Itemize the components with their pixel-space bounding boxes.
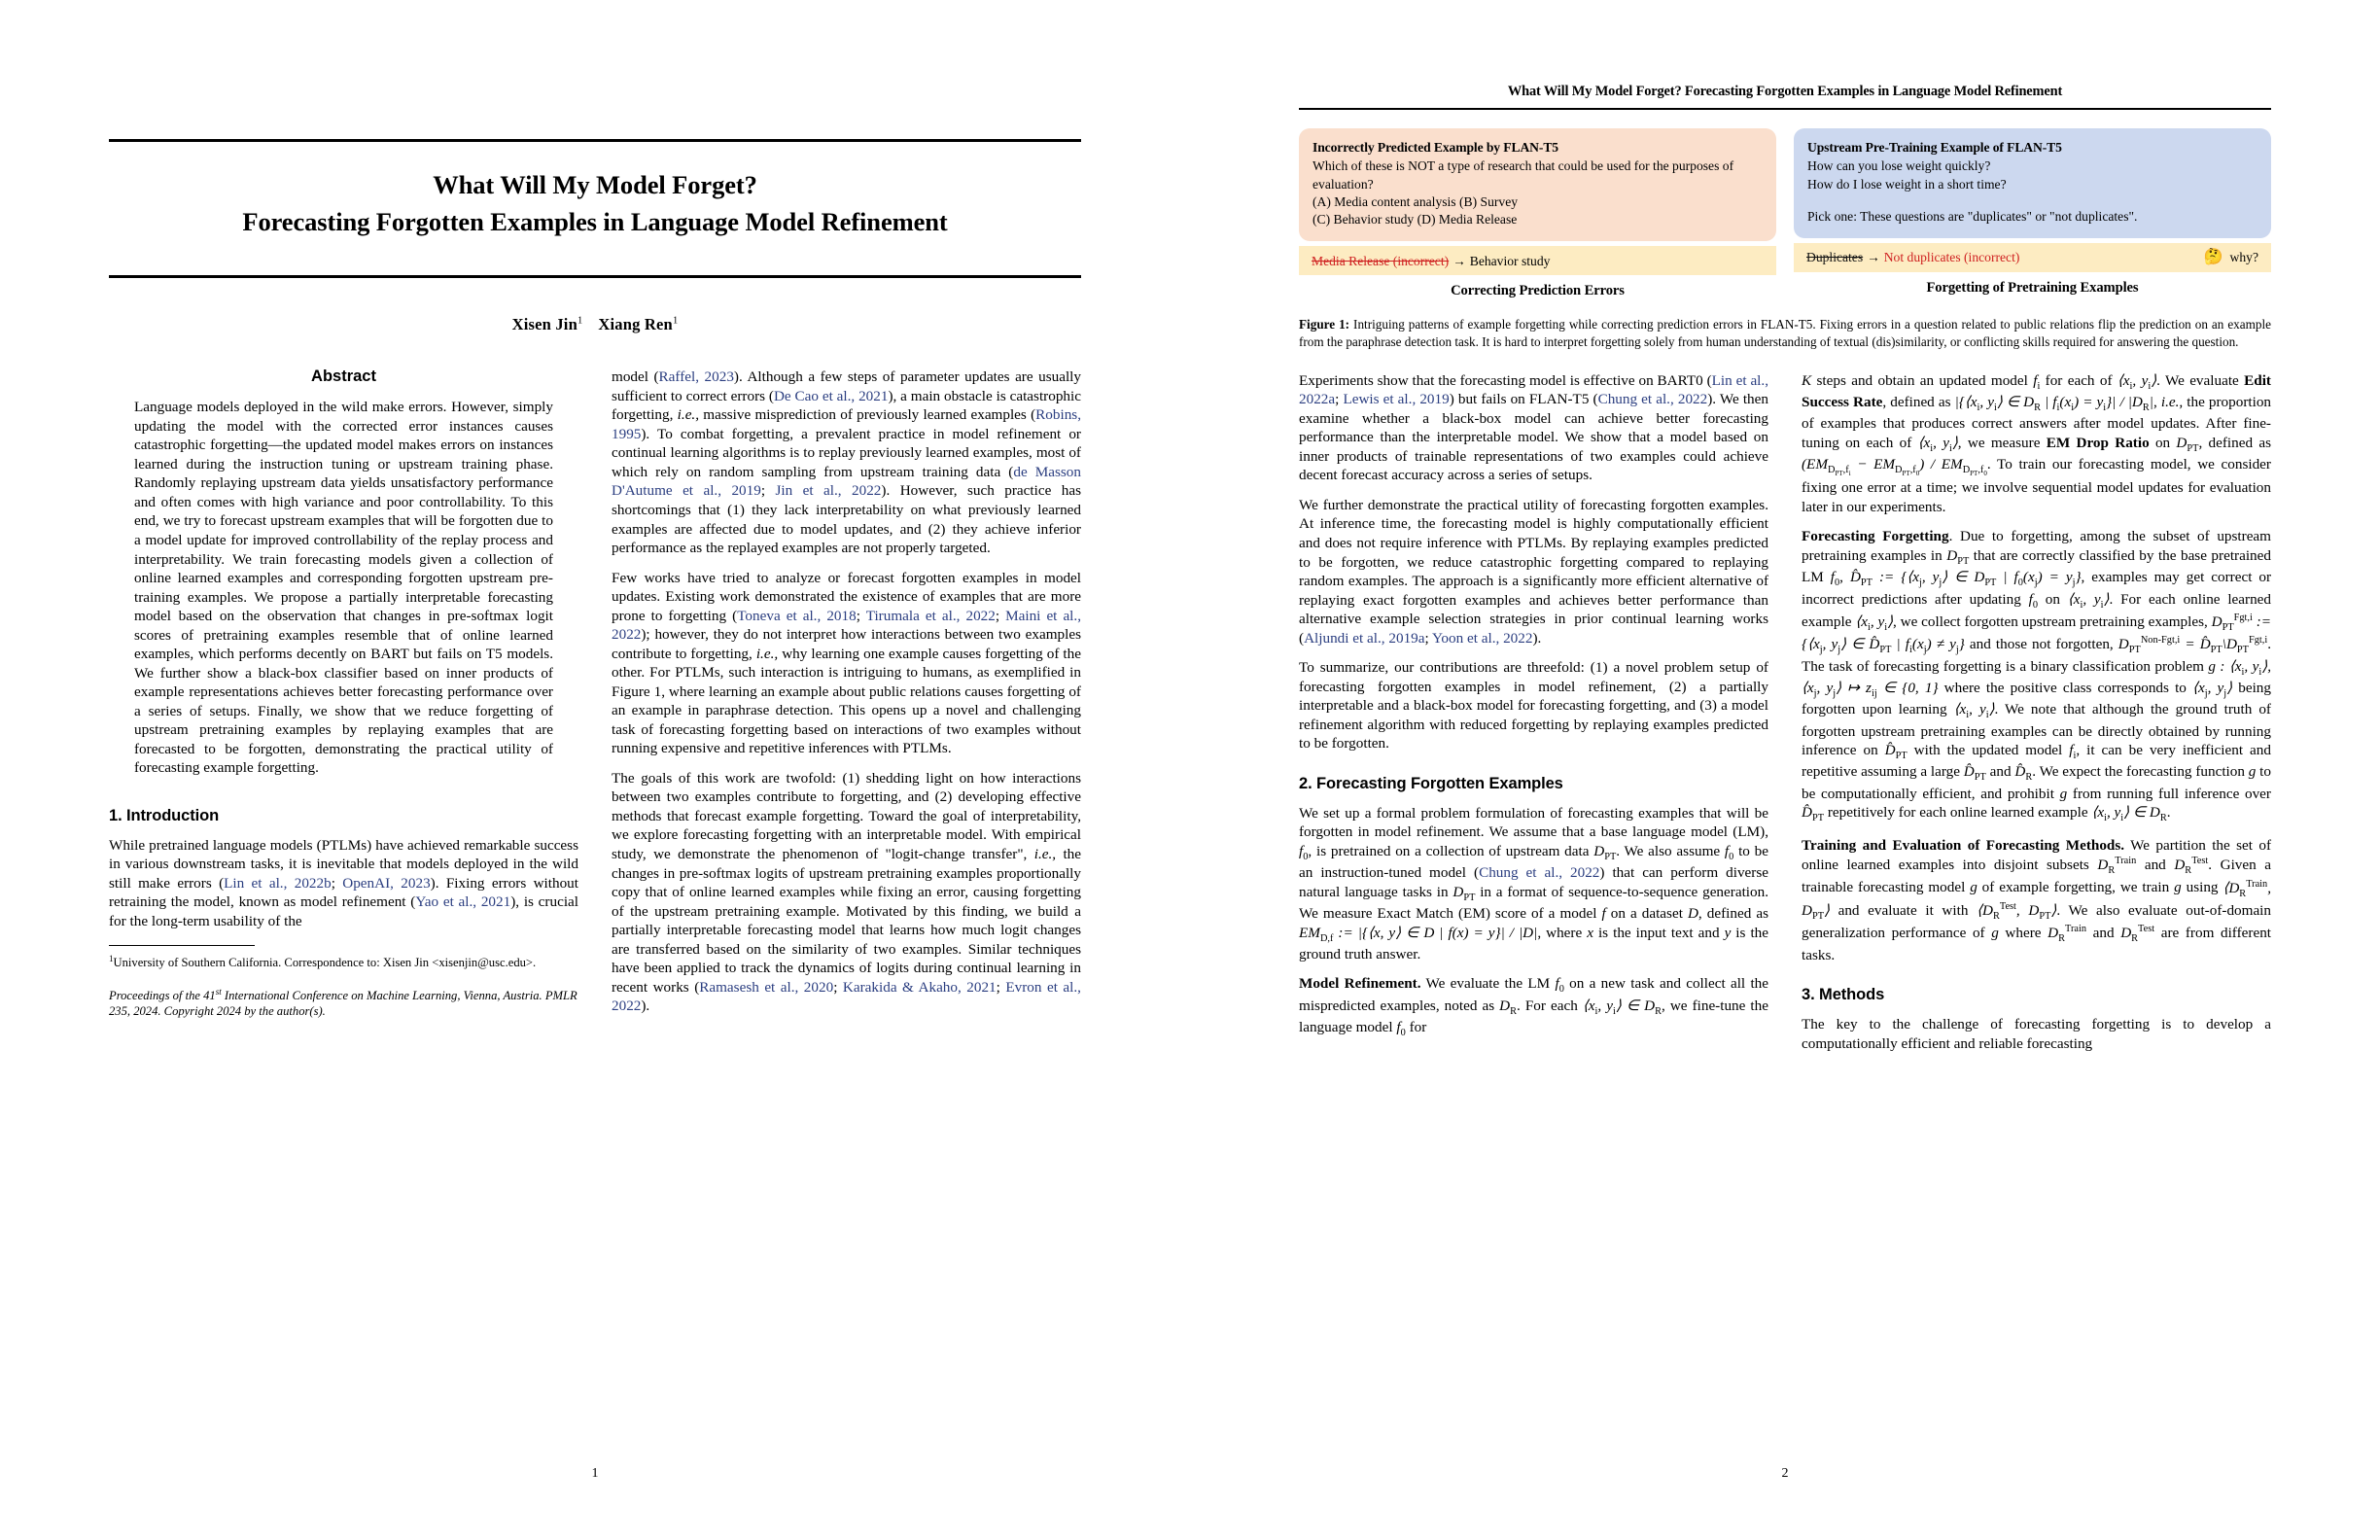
arrow-icon-left: → (1452, 253, 1466, 268)
page2-col1-paragraph-2 (1299, 496, 1768, 648)
figure-1-row (1299, 128, 2271, 299)
p2c1-p1-seg-b: ; (1335, 391, 1344, 408)
math-train-pair: $⟨D_R^{Train}$, $D_{PT}⟩$ (1802, 878, 2271, 922)
p2c2-te-seg-b: and (2136, 857, 2175, 874)
citation-ramasesh-2020[interactable]: Ramasesh et al., 2020 (699, 978, 834, 996)
page-2-column-left (1299, 371, 1768, 1064)
page1-col2-paragraph-1 (612, 368, 1081, 557)
p1c2-p3-seg-b: the changes in pre-softmax logits of upstream pretraining examples proportionally copy that of online learned examples while fixing an error, causing forgetting of the upstream pretraining example. Motivated by this finding, we build a partially interpretable forecasting model that learns how much logit changes are transferred based on the similarity of two examples. Similar techniques have been applied to track the dynamics of logits during continual learning in recent works ( (612, 846, 1081, 996)
paper-title-line-2: Forecasting Forgotten Examples in Language Model Refinement (242, 206, 948, 236)
citation-lin-2022b[interactable]: Lin et al., 2022b (224, 874, 332, 892)
citation-jin-2022[interactable]: Jin et al., 2022 (775, 482, 882, 500)
para-head-model-refinement: Model Refinement. (1299, 975, 1421, 993)
thinking-face-emoji: 🤔 (2203, 249, 2223, 266)
math-dpt-hat-1: $D̂_{PT}$ (1884, 742, 1908, 762)
p2c1-s2-seg-k: is the ground truth answer. (1299, 924, 1768, 962)
page-2 (1190, 0, 2380, 1540)
abstract-heading: Abstract (311, 368, 376, 386)
math-test-pair: $⟨D_R^{Test}$, $D_{PT}⟩$ (1977, 900, 2057, 922)
p2c1-s2-seg-b: , is pretrained on a collection of upstream data (1308, 842, 1594, 859)
incorrect-prediction-options-ab: (A) Media content analysis (B) Survey (1312, 193, 1519, 209)
term-em-drop-ratio: EM Drop Ratio (2046, 434, 2150, 451)
math-f: f (1601, 905, 1606, 923)
author-list (109, 315, 1081, 334)
math-xiyi-in-dr: $⟨x_i$, $y_i⟩$ ∈ $D_R$ (1582, 997, 1662, 1017)
p1c2-p3-seg-c: ; (833, 978, 843, 996)
citation-robins-1995[interactable]: Robins, 1995 (612, 406, 1081, 442)
arrow-icon-right: → (1867, 250, 1880, 265)
page2-col1-paragraph-3: To summarize, our contributions are threefold: (1) a novel problem setup of forecasting forgotten examples in model refinement, (2) a partially interpretable and a black-box model for forecasting forgetting, and (3) a model refinement algorithm with reduced forgetting by replaying examples predicted to be forgotten. (1299, 659, 1768, 752)
p2c1-s2-seg-a: We set up a formal problem formulation of forecasting examples that will be forgotten in model refinement. We assume that a base language model (LM), (1299, 804, 1768, 841)
page-1-columns (109, 368, 1081, 1027)
p2c2-ff-seg-l: with the updated model (1907, 742, 2070, 759)
math-em-drop-ratio-definition: $(EM_{D_{PT},f_i} - EM_{D_{PT},f_0}) / EM_{D_{PT},f_0}$ (1802, 456, 1987, 478)
p1c2-seg-c: ), a main obstacle is catastrophic forgetting, (612, 387, 1081, 424)
p2c2-ff-seg-b: that are correctly classified by the base pretrained LM (1802, 546, 2271, 586)
page1-col2-paragraph-3 (612, 769, 1081, 1016)
upstream-example-question-1: How can you lose weight quickly? (1807, 158, 1991, 174)
running-head: What Will My Model Forget? Forecasting Forgotten Examples in Language Model Refinement (1507, 84, 2063, 99)
p1c2-seg-a: model ( (612, 368, 659, 386)
para-head-forecasting-forgetting: Forecasting Forgetting (1802, 528, 1949, 545)
para-head-training-evaluation: Training and Evaluation of Forecasting Methods. (1802, 836, 2125, 854)
p2c1-p2-seg-a: We further demonstrate the practical utility of forecasting forgotten examples. At inference time, the forecasting model is highly computationally efficient and does not require inference with PTLMs. By replaying examples predicted to be forgotten, we reduce catastrophic forgetting compared to replaying random examples. The approach is a significantly more efficient alternative of replaying exact forgotten examples and achieves better performance than alternative example selection strategies in prior continual learning works ( (1299, 496, 1768, 647)
author-affiliation-marker-2: 1 (672, 315, 679, 327)
citation-yoon-2022[interactable]: Yoon et al., 2022 (1431, 629, 1533, 647)
paper-title-line-1: What Will My Model Forget? (433, 170, 757, 199)
page-2-columns (1299, 371, 2271, 1064)
page2-col2-paragraph-1 (1802, 371, 2271, 517)
p2c2-ff-seg-c: , examples may get correct or incorrect predictions after updating (1802, 569, 2272, 608)
p2c2-ff-seg-p: to be computationally efficient, and prohibit (1802, 763, 2271, 802)
p2c2-te-seg-g: . We also evaluate out-of-domain generalization performance of (1802, 901, 2271, 942)
running-head-rule (1299, 108, 2271, 110)
math-g-5: g (1991, 925, 1999, 942)
page2-col2-forecasting-forgetting-paragraph: Forecasting Forgetting. Due to forgetting, among the subset of upstream pretraining examples in $D_{PT}$ that are correctly classified by the base pretrained LM $f_0$, $D̂_{PT}$ := {$⟨x_j$, $y_j⟩$ ∈ $D_{PT}$ | $f_0(x_j) = y_j$}, examples may get correct or incorrect predictions after updating $f_0$ on $⟨x_i$, $y_i⟩$. For each online learned example $⟨x_i$, $y_i⟩$, we collect forgotten upstream pretraining examples, $D_{PT}^{Fgt,i}$ := {$⟨x_j$, $y_j⟩$ ∈ $D̂_{PT}$ | $f_i(x_j) \ne y_j$} and those not forgotten, $D_{PT}^{Non-Fgt,i}$ = $D̂_{PT}\backslash D_{PT}^{Fgt,i}$. The task of forecasting forgetting is a binary classification problem g : $⟨x_i$, $y_i⟩$, $⟨x_j$, $y_j⟩$ ↦ $z_{ij}$ ∈ {0, 1} where the positive class corresponds to $⟨x_j$, $y_j⟩$ being forgotten upon learning $⟨x_i$, $y_i⟩$. We note that although the ground truth of forgotten upstream pretraining examples can be directly obtained by running inference on $D̂_{PT}$ with the updated model $f_i$, it can be very inefficient and repetitive assuming a large $D̂_{PT}$ and $D̂_R$. We expect the forecasting function g to be computationally efficient, and prohibit g from running full inference over $D̂_{PT}$ repetitively for each online learned example $⟨x_i$, $y_i⟩$ ∈ $D_R$. (1802, 528, 2272, 824)
citation-chung-2022-a[interactable]: Chung et al., 2022 (1597, 391, 1708, 408)
p2c2-ff-seg-j: being forgotten upon learning (1802, 679, 2271, 718)
p2c2-te-seg-j: are from different tasks. (1802, 925, 2272, 963)
math-xjyj-1: $⟨x_j$, $y_j⟩$ (2192, 679, 2233, 699)
p2c2-p1-seg-h: on (2149, 434, 2177, 451)
math-dr-1: $D_R$ (1499, 997, 1518, 1017)
p2c1-s2-seg-g: on a dataset (1605, 905, 1688, 923)
math-f0-1: $f_0$ (1299, 842, 1309, 862)
p2c2-te-seg-i: and (2086, 925, 2121, 942)
forgetting-strip-right (1794, 243, 2271, 272)
p2c2-p1-seg-b: for each of (2040, 371, 2118, 389)
author-name-1: Xisen Jin (511, 315, 578, 334)
math-xiyi-2: $⟨x_i$, $y_i⟩$ (1917, 434, 1958, 454)
p1c2-italic-ie-3: i.e., (1033, 846, 1057, 862)
p2c1-mr-seg-b: on a new task and collect all the mispredicted examples, noted as (1299, 975, 1768, 1014)
forgotten-answer-right: Not duplicates (incorrect) (1883, 250, 2020, 265)
p2c2-p1-seg-a: steps and obtain an updated model (1811, 371, 2034, 389)
upstream-example-spacer (1807, 193, 2258, 208)
math-dpt-hat-definition: $D̂_{PT}$ := {$⟨x_j$, $y_j⟩$ ∈ $D_{PT}$ | $f_0(x_j) = y_j$} (1849, 569, 2082, 589)
footnote-marker: 1 (109, 953, 114, 963)
page-number-1: 1 (591, 1466, 599, 1481)
p2c1-s2-seg-f: in a format of sequence-to-sequence generation. We measure Exact Match (EM) score of a model (1299, 883, 1768, 923)
p2c1-mr-seg-c: . For each (1517, 997, 1583, 1014)
math-xiyi-4: $⟨x_i$, $y_i⟩$ (1855, 612, 1894, 633)
p2c1-p2-seg-b: ; (1424, 629, 1432, 647)
struck-incorrect-answer-left: Media Release (incorrect) (1312, 253, 1450, 268)
p2c2-te-seg-d: of example forgetting, we train (1977, 879, 2175, 896)
upstream-example-card (1794, 128, 2271, 238)
why-label: why? (2229, 250, 2258, 265)
page2-col2-methods-paragraph-1: The key to the challenge of forecasting forgetting is to develop a computationally efficient and reliable forecasting (1802, 1016, 2271, 1052)
figure-1-caption-label: Figure 1: (1299, 317, 1350, 332)
intro-p1-segment-b: ; (331, 874, 343, 892)
p1c2-p3-seg-e: ). (641, 998, 650, 1015)
math-dr-test-1: $D_R^{Test}$ (2174, 856, 2209, 877)
p2c2-ff-seg-e: . For each online learned example (1802, 590, 2272, 630)
math-xiyi-5: $⟨x_i$, $y_i⟩$ (1953, 701, 1995, 721)
author-name-2: Xiang Ren (598, 315, 673, 334)
p2c2-ff-seg-g: and those not forgotten, (1964, 636, 2118, 653)
p1c2-p3-seg-d: ; (996, 978, 1006, 996)
p1c2-p2-seg-e: why learning one example causes forgetting of the other. For PTLMs, such interaction is intriguing to humans, as exemplified in Figure 1, where learning an example about public relations causes forgetting of an example in paraphrase detection. This opens up a novel and challenging task of forecasting forgetting based on interactions of two examples without running expensive and repetitive inferences with PTLMs. (612, 645, 1081, 757)
p1c2-seg-d: massive misprediction of previously learned examples ( (699, 406, 1036, 424)
citation-maini-2022[interactable]: Maini et al., 2022 (612, 607, 1081, 644)
p1c2-p2-seg-b: ; (856, 607, 866, 624)
p2c2-te-seg-c: . Given a trainable forecasting model (1802, 857, 2272, 896)
p1c2-p2-seg-a: Few works have tried to analyze or forecast forgotten examples in model updates. Existing work demonstrated the existence of examples that are more prone to forgetting ( (612, 569, 1081, 624)
math-dpt-nonfgt-definition: $D_{PT}^{Non-Fgt,i}$ = $D̂_{PT}\backslash D_{PT}^{Fgt,i}$ (2118, 635, 2268, 656)
footnote-affiliation-text: University of Southern California. Correspondence to: Xisen Jin <xisenjin@usc.edu>. (113, 955, 537, 969)
citation-karakida-2021[interactable]: Karakida & Akaho, 2021 (842, 978, 997, 996)
title-block (109, 142, 1081, 262)
correction-strip-left (1299, 246, 1776, 275)
figure-1 (1299, 128, 2271, 350)
upstream-example-question-2: How do I lose weight in a short time? (1807, 176, 2007, 192)
section-heading-forecasting-forgotten-examples: 2. Forecasting Forgotten Examples (1299, 774, 1563, 792)
page-1-column-left (109, 368, 578, 1027)
p2c1-p2-seg-c: ). (1532, 629, 1542, 647)
struck-correct-answer-right: Duplicates (1806, 250, 1864, 265)
math-g-2: g (2059, 785, 2068, 802)
figure-1-right-subcaption: Forgetting of Pretraining Examples (1926, 280, 2139, 297)
math-dr-train-1: $D_R^{Train}$ (2097, 856, 2137, 877)
incorrect-prediction-card-title: Incorrectly Predicted Example by FLAN-T5 (1312, 140, 1558, 155)
p2c2-p1-seg-i: , defined as (2198, 434, 2271, 451)
math-d: D (1687, 905, 1698, 923)
p2c2-italic-ie: i.e., (2160, 394, 2184, 411)
math-dpt-2: $D_{PT}$ (1452, 883, 1476, 903)
math-dpt-4: $D_{PT}$ (1946, 546, 1970, 567)
math-K: K (1802, 371, 1812, 389)
intro-p1-segment-d: ), is crucial for the long-term usability of the (109, 893, 578, 929)
math-fi-1: $f_i$ (2033, 371, 2041, 392)
page2-col1-model-refinement-paragraph (1299, 974, 1768, 1039)
math-g-1: g (2248, 763, 2257, 781)
p2c2-te-seg-f: and evaluate it with (1829, 901, 1978, 919)
p2c1-s2-seg-j: is the input text and (1592, 924, 1725, 941)
math-xiyi-3: $⟨x_i$, $y_i⟩$ (2067, 590, 2110, 611)
p2c2-ff-seg-i: where the positive class corresponds to (1938, 679, 2193, 696)
p2c2-ff-seg-f: , we collect forgotten upstream pretraining examples, (1893, 612, 2212, 630)
p2c1-mr-seg-d: , we fine-tune the language model (1299, 997, 1768, 1036)
math-g-classification: g : $⟨x_i$, $y_i⟩$, $⟨x_j$, $y_j⟩$ ↦ $z_{ij}$ ∈ {0, 1} (1802, 657, 2271, 699)
footnote-affiliation (109, 954, 578, 971)
why-annotation (2204, 249, 2258, 266)
p2c2-ff-seg-m: , it can be very inefficient and repetitive assuming a large (1802, 742, 2271, 781)
math-y: y (1724, 924, 1732, 941)
figure-1-caption-text: Intriguing patterns of example forgetting while correcting prediction errors in FLAN-T5. Fixing errors in a question related to public relations flip the prediction on an example from the paraphrase detection task. It is hard to interpret forgetting solely from human understanding of textual (dis)similarity, or conflicting skills required for answering the question. (1299, 317, 2271, 349)
citation-chung-2022-b[interactable]: Chung et al., 2022 (1479, 864, 1600, 882)
p2c2-ff-seg-r: repetitively for each online learned example (1824, 804, 2092, 822)
math-dpt-hat-3: $D̂_{PT}$ (1802, 804, 1825, 824)
term-edit-success-rate: Edit Success Rate (1802, 371, 2271, 411)
p1c2-p3-seg-a: The goals of this work are twofold: (1) shedding light on how interactions between two examples contribute to forgetting, and (2) developing effective methods that forecast example forgetting. Toward the goal of interpretability, we explore forecasting forgetting with an interpretable model. With empirical study, we demonstrate the phenomenon of "logit-change transfer", (612, 769, 1081, 862)
math-fi-2: $f_i$ (2069, 742, 2077, 762)
section-heading-introduction: 1. Introduction (109, 806, 220, 824)
citation-openai-2023[interactable]: OpenAI, 2023 (342, 874, 431, 892)
citation-yao-2021[interactable]: Yao et al., 2021 (415, 893, 511, 911)
math-dpt-fgt-definition: $D_{PT}^{Fgt,i}$ := {$⟨x_j$, $y_j⟩$ ∈ $D̂_{PT}$ | $f_i(x_j) \ne y_j$} (1802, 612, 2272, 656)
proceedings-notice (109, 987, 578, 1020)
math-xiyi-in-dr-2: $⟨x_i$, $y_i⟩$ ∈ $D_R$ (2091, 804, 2167, 824)
citation-raffel-2023[interactable]: Raffel, 2023 (658, 368, 734, 386)
citation-aljundi-2019a[interactable]: Aljundi et al., 2019a (1304, 629, 1425, 647)
intro-p1-segment-a: While pretrained language models (PTLMs) have achieved remarkable success in various downstream tasks, it is inevitable that models deployed in the wild still make errors ( (109, 836, 578, 892)
p2c2-p1-seg-d: , defined as (1882, 394, 1955, 411)
section-heading-methods: 3. Methods (1802, 986, 1885, 1004)
p2c2-p1-seg-g: , we measure (1957, 434, 2047, 451)
p2c2-p1-seg-e: , (2152, 394, 2161, 411)
citation-decao-2021[interactable]: De Cao et al., 2021 (773, 387, 889, 404)
page2-col1-section2-paragraph-1 (1299, 804, 1768, 964)
incorrect-prediction-card (1299, 128, 1776, 241)
math-f0-4: $f_0$ (1396, 1019, 1406, 1039)
p2c1-s2-seg-c: . We also assume (1616, 842, 1725, 859)
citation-lin-2022a[interactable]: Lin et al., 2022a (1299, 371, 1768, 408)
math-dpt-hat-2: $D̂_{PT}$ (1963, 763, 1986, 784)
p2c1-s2-seg-e: ) that can perform diverse natural language tasks in (1299, 864, 1768, 900)
p2c2-ff-seg-n: and (1985, 763, 2015, 781)
p1c2-italic-ie-2: i.e., (755, 645, 779, 662)
citation-evron-2022[interactable]: Evron et al., 2022 (612, 978, 1081, 1015)
math-dpt-3: $D_{PT}$ (2176, 434, 2199, 454)
proceedings-ordinal: st (215, 986, 222, 997)
p2c1-p1-seg-c: ) but fails on FLAN-T5 ( (1449, 391, 1598, 408)
p1c2-italic-ie-1: i.e., (677, 406, 700, 424)
math-f0-6: $f_0$ (2028, 590, 2038, 611)
page-2-column-right (1802, 371, 2271, 1064)
citation-toneva-2018[interactable]: Toneva et al., 2018 (737, 607, 857, 624)
p2c2-ff-seg-k: . We note that although the ground truth of forgotten upstream pretraining examples can be directly obtained by running inference on (1802, 701, 2271, 759)
p2c2-p1-seg-j: . To train our forecasting model, we consider fixing one error at a time; we involve sequential model updates for evaluation later in our experiments. (1802, 456, 2271, 515)
p2c2-ff-seg-o: . We expect the forecasting function (2032, 763, 2249, 781)
author-affiliation-marker-1: 1 (577, 315, 583, 327)
page2-col1-paragraph-1 (1299, 371, 1768, 485)
math-dr-hat: $D̂_R$ (2014, 763, 2033, 784)
p2c1-mr-seg-e: for (1405, 1019, 1427, 1036)
math-dr-train-2: $D_R^{Train}$ (2048, 924, 2087, 945)
footnote-separator (109, 945, 255, 946)
p1c2-p2-seg-d: ); however, they do not interpret how interactions between two examples contribute to forgetting, (612, 626, 1081, 662)
correction-strip-left-content (1312, 253, 1550, 270)
page1-col2-paragraph-2 (612, 569, 1081, 758)
figure-1-caption (1299, 316, 2271, 349)
math-g-3: g (1970, 879, 1978, 896)
figure-1-left-subcaption: Correcting Prediction Errors (1451, 283, 1625, 299)
math-f0-5: $f_0$ (1830, 569, 1840, 589)
p1c2-seg-f: ; (760, 482, 776, 500)
math-f0-3: $f_0$ (1555, 975, 1564, 996)
incorrect-prediction-options-cd: (C) Behavior study (D) Media Release (1312, 212, 1518, 228)
citation-lewis-2019[interactable]: Lewis et al., 2019 (1343, 391, 1450, 408)
intro-p1-segment-c: ). Fixing errors without retraining the model, known as model refinement ( (109, 874, 578, 911)
math-edit-success-rate-definition: $|\{⟨x_i$, $y_i⟩$ ∈ $D_R$ | $f_i(x_i) = y_i\}| / |D_R|$ (1954, 394, 2153, 414)
upstream-example-card-title: Upstream Pre-Training Example of FLAN-T5 (1807, 140, 2062, 155)
p1c2-seg-g: ). However, such practice has shortcomings that (1) they lack interpretability on what previously learned examples are affected due to model updates, and (2) they achieve inferior performance as the replayed examples are not properly targeted. (612, 482, 1081, 557)
math-x: x (1587, 924, 1593, 941)
p2c1-s2-seg-h: , defined as (1698, 905, 1768, 923)
p2c1-p1-seg-a: Experiments show that the forecasting model is effective on BART0 ( (1299, 371, 1712, 389)
forgetting-strip-right-content (1806, 249, 2019, 266)
p2c2-p1-seg-c: . We evaluate (2156, 371, 2245, 389)
figure-1-left-half (1299, 128, 1776, 299)
p2c2-p1-seg-f: the proportion of examples that produces correct answers after model updates. After fine-tuning on each of (1802, 394, 2272, 451)
p2c2-ff-seg-h: . The task of forecasting forgetting is a binary classification problem (1802, 636, 2272, 675)
abstract-block (109, 368, 578, 778)
citation-tirumala-2022[interactable]: Tirumala et al., 2022 (865, 607, 996, 624)
p2c2-ff-seg-a: . Due to forgetting, among the subset of upstream pretraining examples in (1802, 528, 2271, 564)
proceedings-number: 41 (203, 988, 216, 1002)
math-dpt-1: $D_{PT}$ (1593, 842, 1617, 862)
page-number-2: 2 (1781, 1466, 1789, 1481)
p2c2-te-seg-a: We partition the set of online learned examples into disjoint subsets (1802, 836, 2272, 874)
p2c2-ff-seg-s: . (2166, 804, 2171, 822)
corrected-answer-left: Behavior study (1469, 253, 1551, 268)
p1c2-p2-seg-c: ; (995, 607, 1006, 624)
incorrect-prediction-question: Which of these is NOT a type of research that could be used for the purposes of evaluation? (1312, 158, 1734, 192)
p2c1-s2-seg-i: , where (1537, 924, 1588, 941)
figure-1-right-half (1794, 128, 2271, 299)
math-dr-test-2: $D_R^{Test}$ (2120, 924, 2155, 945)
title-rule-bottom (109, 275, 1081, 278)
math-g-4: g (2174, 879, 2182, 896)
math-xiyi-1: $⟨x_i$, $y_i⟩$ (2117, 371, 2157, 392)
intro-paragraph-1 (109, 836, 578, 931)
p1c2-seg-b: ). Although a few steps of parameter updates are usually sufficient to correct errors ( (612, 368, 1081, 404)
page-1-column-right (612, 368, 1081, 1027)
p2c2-te-seg-h: where (1998, 925, 2048, 942)
p2c2-ff-seg-q: from running full inference over (2067, 785, 2271, 802)
p2c1-s2-seg-d: to be an instruction-tuned model ( (1299, 842, 1768, 882)
p2c2-ff-seg-d: on (2038, 590, 2068, 608)
proceedings-segment-b: International Conference on Machine Learning, Vienna, Austria. PMLR 235, 2024. Copyright 2024 by the author(s). (109, 988, 578, 1018)
p2c1-mr-seg-a: We evaluate the LM (1420, 975, 1556, 993)
p2c1-p1-seg-d: ). We then examine whether a black-box model can achieve better forecasting performance than the interpretable model. We show that a model based on inner products of trainable representations of two examples could achieve decent forecast accuracy across a series of setups. (1299, 391, 1768, 484)
p2c2-te-seg-e: using (2181, 879, 2223, 896)
page2-col2-training-evaluation-paragraph (1802, 836, 2271, 965)
p1c2-seg-e: ). To combat forgetting, a prevalent practice in model refinement or continual learning algorithms is to replay previously learned examples, most of which rely on random sampling from upstream training data ( (612, 425, 1081, 480)
math-f0-2: $f_0$ (1724, 842, 1734, 862)
proceedings-segment-a: Proceedings of the (109, 988, 204, 1002)
upstream-example-instruction: Pick one: These questions are "duplicates" or "not duplicates". (1807, 208, 2138, 224)
math-em-definition: $EM_{D,f}$ := |{⟨x, y⟩ ∈ D | f(x) = y}| / |D| (1299, 924, 1538, 944)
abstract-text: Language models deployed in the wild make errors. However, simply updating the model with the corrected error instances causes catastrophic forgetting—the updated model makes errors on instances learned during the instruction tuning or upstream training phase. Randomly replaying upstream data yields unsatisfactory performance and often comes with high variance and poor controllability. To this end, we try to forecast upstream examples that will be forgotten due to a model update for improved controllability of the replay process and interpretability. We train forecasting models given a collection of online learned examples and corresponding forgotten upstream pre-training examples. We propose a partially interpretable forecasting model based on the observation that changes in pre-softmax logit scores of pretraining examples resemble that of online learned examples, which performs decently on BART but fails on T5 models. We further show a black-box classifier based on inner products of example representations achieves better forecasting performance over a series of setups. Finally, we show that we reduce forgetting of upstream pretraining examples by replaying examples that are forecasted to be forgotten, demonstrating the practical utility of forecasting example forgetting. (134, 399, 553, 777)
citation-demasson-2019[interactable]: de Masson D'Autume et al., 2019 (612, 463, 1081, 500)
